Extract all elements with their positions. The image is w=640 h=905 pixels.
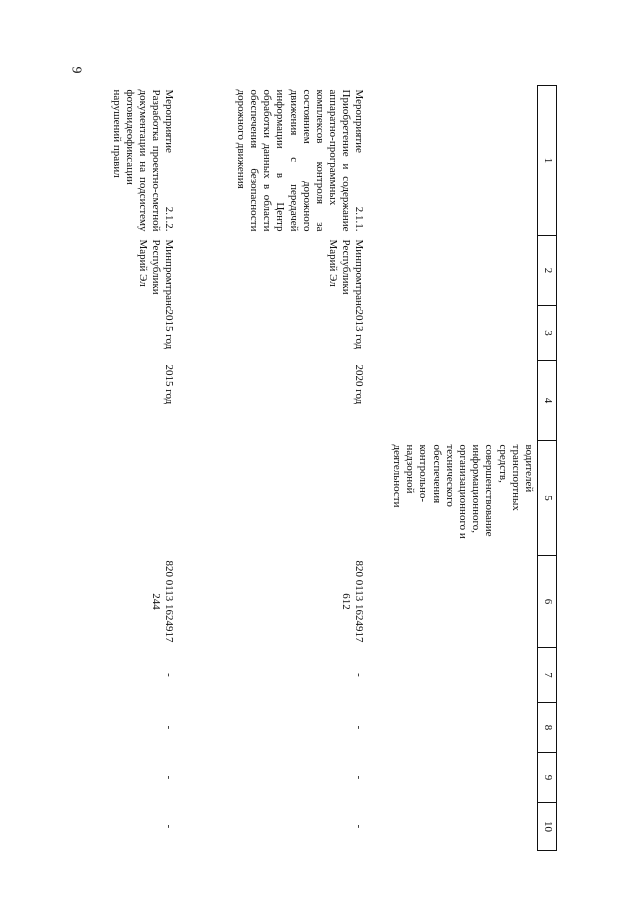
cell-value: - bbox=[163, 824, 176, 829]
cell-value: - bbox=[353, 673, 366, 677]
cell-end: 2020 год bbox=[353, 364, 366, 405]
header-cell: 2 bbox=[538, 236, 557, 306]
cell-start: 2015 год bbox=[163, 309, 176, 350]
cell-budget-code bbox=[368, 556, 538, 648]
cell-value: - bbox=[163, 725, 176, 730]
cell-executor: Минпромтранс Республики Марий Эл bbox=[327, 239, 366, 311]
cell-measure bbox=[368, 86, 538, 236]
header-cell: 8 bbox=[538, 703, 557, 753]
cell-budget-code: 820 0113 1624917 244 bbox=[150, 560, 176, 643]
page-number: 9 bbox=[68, 66, 84, 74]
header-cell: 4 bbox=[538, 361, 557, 441]
measures-table bbox=[98, 85, 558, 851]
cell-result bbox=[98, 441, 178, 556]
cell-end bbox=[368, 361, 538, 441]
cell-executor bbox=[368, 236, 538, 306]
cell-value bbox=[368, 703, 538, 753]
cell-value bbox=[368, 753, 538, 803]
cell-value bbox=[368, 803, 538, 851]
header-cell: 6 bbox=[538, 556, 557, 648]
cell-value: - bbox=[163, 775, 176, 780]
cell-start: 2013 год bbox=[353, 309, 366, 350]
header-cell: 7 bbox=[538, 648, 557, 703]
cell-measure: Мероприятие 2.1.2. Разработка проектно-сметной документации на подсистему фотовидеофиксации нарушений правил bbox=[110, 89, 176, 232]
header-cell: 5 bbox=[538, 441, 557, 556]
cell-measure: Мероприятие 2.1.1. Приобретение и содержание аппаратно-программных комплексов контроля за состоянием дорожного движения с передачей информации в Центр обработки данных в области обеспечения безопасности дорожного движения bbox=[234, 89, 366, 232]
header-cell: 10 bbox=[538, 803, 557, 851]
cell-value: - bbox=[353, 725, 366, 730]
cell-value: - bbox=[163, 673, 176, 677]
cell-value: - bbox=[353, 824, 366, 829]
table-row bbox=[178, 86, 368, 851]
cell-result bbox=[178, 441, 368, 556]
cell-value: - bbox=[353, 775, 366, 780]
cell-executor: Минпромтранс Республики Марий Эл bbox=[137, 239, 176, 311]
table-row bbox=[368, 86, 538, 851]
table-row bbox=[98, 86, 178, 851]
cell-result: водителей транспортных средств, совершенствование информационного, организационного и технического обеспечения контрольно- надзорной деятельности bbox=[391, 444, 535, 539]
cell-end: 2015 год bbox=[163, 364, 176, 405]
document-table-container bbox=[110, 85, 557, 850]
cell-budget-code: 820 0113 1624917 612 bbox=[340, 560, 366, 643]
cell-start bbox=[368, 306, 538, 361]
header-cell: 9 bbox=[538, 753, 557, 803]
header-cell: 3 bbox=[538, 306, 557, 361]
header-cell: 1 bbox=[538, 86, 557, 236]
table-header-row bbox=[538, 86, 557, 851]
cell-value bbox=[368, 648, 538, 703]
